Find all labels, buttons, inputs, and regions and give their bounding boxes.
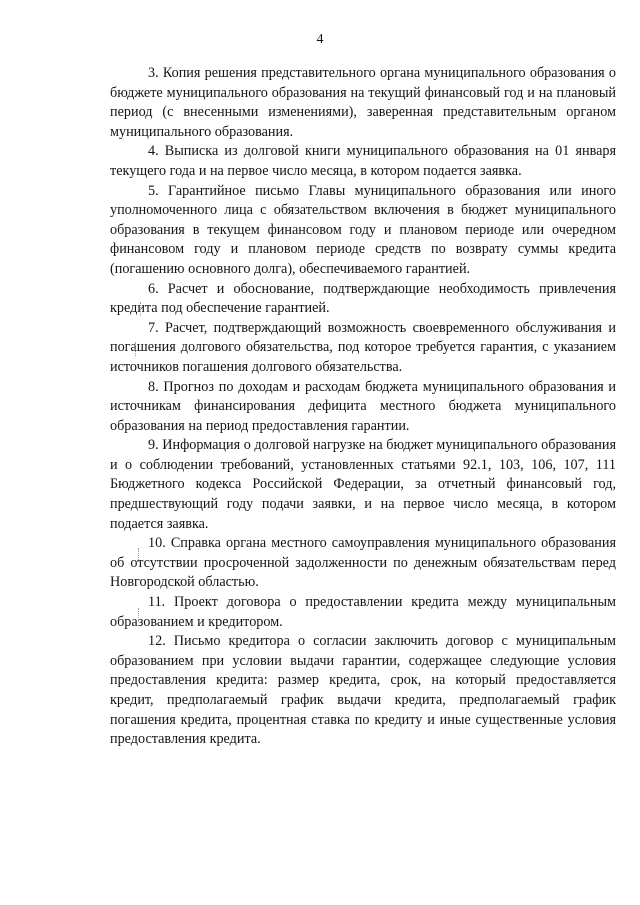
scan-artifact (138, 608, 145, 622)
paragraph-3: 3. Копия решения представительного органа муниципального образования о бюджете муниципального образования на текущий финансовый год и на плановый период (с внесенными изменениями), заверенная представительным органом муниципального образования. (110, 65, 616, 140)
document-body (110, 64, 616, 750)
paragraph-6: 6. Расчет и обоснование, подтверждающие необходимость привлечения кредита под обеспечение гарантией. (110, 280, 616, 317)
paragraph-11: 11. Проект договора о предоставлении кредита между муниципальным образованием и кредитором. (110, 594, 616, 630)
scan-artifact (140, 302, 147, 316)
scan-artifact (135, 342, 142, 356)
page-number: 4 (316, 32, 324, 47)
scan-artifact (138, 548, 145, 562)
paragraph-4: 4. Выписка из долговой книги муниципального образования на 01 января текущего года и на первое число месяца, в котором подается заявка. (110, 143, 616, 179)
paragraph-9: 9. Информация о долговой нагрузке на бюджет муниципального образования и о соблюдении требований, установленных статьями 92.1, 103, 106, 107, 111 Бюджетного кодекса Российской Федерации, за отчетный финансовый год, предшествующий году подачи заявки, и на первое число месяца, в котором подается заявка. (110, 437, 616, 532)
paragraph-7: 7. Расчет, подтверждающий возможность своевременного обслуживания и погашения долгового обязательства, под которое требуется гарантия, с указанием источников погашения долгового обязательства. (110, 319, 616, 375)
paragraph-10: 10. Справка органа местного самоуправления муниципального образования об отсутствии просроченной задолженности по денежным обязательствам перед Новгородской областью. (110, 535, 616, 591)
paragraph-5: 5. Гарантийное письмо Главы муниципального образования или иного уполномоченного лица с обязательством включения в бюджет муниципального образования в текущем финансовом году и плановом периоде или очередном финансовом году и плановом периоде средств по возврату суммы кредита (погашению основного долга), обеспечиваемого гарантией. (110, 182, 616, 277)
paragraph-12: 12. Письмо кредитора о согласии заключить договор с муниципальным образованием при условии выдачи гарантии, содержащее следующие условия предоставления кредита: размер кредита, срок, на который предоставляется кредит, предполагаемый график выдачи кредита, предполагаемый график погашения кредита, процентная ставка по кредиту и иные существенные условия предоставления кредита. (110, 633, 616, 748)
paragraph-8: 8. Прогноз по доходам и расходам бюджета муниципального образования и источникам финансирования дефицита местного бюджета муниципального образования на период предоставления гарантии. (110, 378, 616, 434)
